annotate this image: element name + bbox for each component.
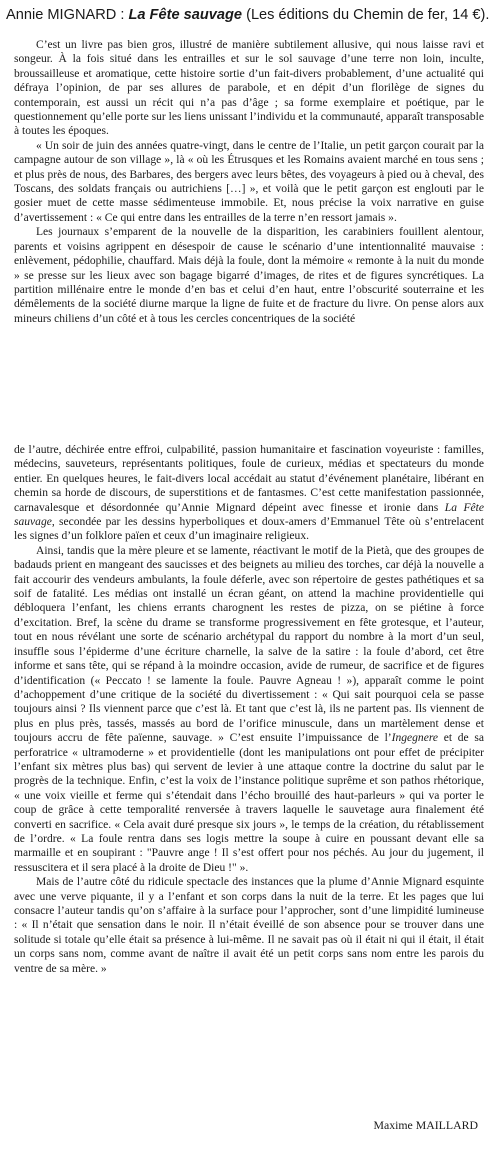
paragraph-1: C’est un livre pas bien gros, illustré de manière subtilement allusive, qui nous laisse ravi et songeur. À la fois situé dans les entrailles et sur le sol sauvage d’une terre non loin, inculte, broussailleuse et aromatique, cette histoire sortie d’un fait-divers probablement, d’une actualité qui défraya l’opinion, de par ses allures de parabole, et en dépit d’un florilège de signes du contemporain, est aussi un récit qui n’a pas d’âge ; sa forme exemplaire et poétique, par le questionnement qu’elle porte sur les liens unissant l’individu et la communauté, apparaît transposable à toutes les époques. (14, 39, 484, 138)
publisher-info: (Les éditions du Chemin de fer, 14 €). (242, 7, 490, 23)
author-signature: Maxime MAILLARD (373, 1118, 478, 1132)
paragraph-2: « Un soir de juin des années quatre-vingt, dans le centre de l’Italie, un petit garçon courait par la campagne autour de son village », là « où les Étrusques et les Romains avaient marché en tous sens ; et plus près de nous, des Barbares, des bergers avec leurs bêtes, des voyageurs à pied ou à cheval, des Toscans, des soldats français ou autrichiens […] », et voilà que le petit garçon est englouti par le gosier muet de cette masse sédimenteuse immobile. Et, nous précise la voix narrative en guise d’avertissement : « Ce qui entre dans les entrailles de la terre n’en ressort jamais ». (14, 139, 484, 224)
paragraph-3a: Les journaux s’emparent de la nouvelle de la disparition, les carabiniers fouillent alentour, parents et voisins agrippent en désespoir de cause le scénario d’une intentionnalité mauvaise : enlèvement, pédophilie, chauffard. Mais déjà la foule, dont la mémoire « remonte à la nuit du monde » se presse sur les lieux avec son bagage bigarré d’images, de rites et de figures syncrétiques. La partition millénaire entre le monde d’en bas et celui d’en haut, entre l’obscurité souterraine et les démêlements de la société diurne marque la ligne de fuite et de fracture du livre. On pense alors aux mineurs chiliens d’un côté et à tous les cercles concentriques de la société (14, 226, 484, 325)
paragraph-4-ingegnere: Ingegnere (391, 732, 439, 745)
book-author: Annie MIGNARD (6, 7, 117, 23)
paragraph-4-text-1: Ainsi, tandis que la mère pleure et se lamente, réactivant le motif de la Pietà, que des groupes de badauds prient en mangeant des saucisses et des beignets au milieu des torches, car déjà la nouvelle a fait accourir des vendeurs ambulants, la foule déferle, avec son répertoire de gestes pathétiques et sa soif de fatalité. Les médias ont installé un écran géant, on attend la machine providentielle qui débloquera l’enfant, les chiens errants charognent les restes de pizza, on se piétine à force d’excitation. Bref, la scène du drame se transforme progressivement en fête grotesque, et l’auteur, tout en nous révélant une sorte de scénario archétypal du rapport du nombre à la mort d’un seul, insuffle sous l’épiderme d’une écriture charnelle, la salve de la satire : la foule d’abord, cet être informe et sans tête, qui se répand à la moindre occasion, avide de rumeur, de sacrifice et de figures d’identification (« Peccato ! se lamente la foule. Pauvre Agneau ! »), apparaît comme le point d’achoppement d’une critique de la société du divertissement : « Qui sait pourquoi cela se passe toujours ainsi ? Ils viennent parce que c’est là. Et tant que c’est là, ils ne partent pas. Ils viennent de plus en plus près, tassés, massés au bord de l’orifice minuscule, dans un martèlement dense et toujours accru de fête païenne, sauvage. » C’est ensuite l’impuissance de l’ (14, 544, 484, 745)
paragraph-3b-text-2: , secondée par les dessins hyperboliques et doux-amers d’Emmanuel Tête où s’entrelacent les signes d’un folklore païen et ceux d’un imaginaire religieux. (14, 516, 484, 543)
paragraph-3b (14, 443, 484, 544)
paragraph-4-text-2: et de sa perforatrice « ultramoderne » et providentielle (dont les manipulations ont pour effet de précipiter l’enfant six mètres plus bas) qui servent de levier à une attaque contre la doctrine du salut par le progrès de la technique. Enfin, c’est la voix de l’instance politique suprême et son pathos rhétorique, « une voix vieille et ferme qui s’étendait dans l’écho brouillé des haut-parleurs » qui va porter le coup de grâce à cette temporalité renversée à travers laquelle le sauvetage aura finalement été converti en sacrifice. « Cela avait duré presque six jours », le temps de la création, du rétablissement de l’ordre. « La foule rentra dans ses logis mettre la soupe à cuire en poussant devant elle sa marmaille et en soupirant : "Pauvre ange ! Il s’est offert pour nos péchés. Au jour du jugement, il ressuscitera et il sera placé à la droite de Dieu !" ». (14, 732, 485, 874)
paragraph-4 (14, 544, 484, 875)
paragraph-3b-book-title: La Fête sauvage (14, 501, 485, 529)
paragraph-3b-text-1: de l’autre, déchirée entre effroi, culpabilité, passion humanitaire et fascination voyeuriste : familles, médecins, sauveteurs, représentants politiques, foule de curieux, médias et spectateurs du monde entier. En quelques heures, le fait-divers local accédait au statut d’événement planétaire, libérant en chemin sa horde de discours, de superstitions et de fantasmes. C’est cette manifestation passionnée, carnavalesque et désordonnée qu’Annie Mignard dépeint avec finesse et ironie dans (14, 444, 484, 514)
paragraph-5: Mais de l’autre côté du ridicule spectacle des instances que la plume d’Annie Mignard esquinte avec une verve piquante, il y a l’enfant et son corps dans la nuit de la terre. Et les pages que lui consacre l’auteur tandis qu’on s’affaire à la surface pour l’approcher, sont d’une limpidité lumineuse : « Il n’était que sensation dans le noir. Il n’était éveillé de son absence pour se trouver dans une solitude si totale qu’elle était sa présence à lui-même. Il ne savait pas où il était ni qui il était, il était un corps sans nom, comme avant de naître il avait été un petit corps sans nom entre les parois du ventre de sa mère. » (14, 876, 484, 975)
header-colon: : (116, 7, 129, 23)
article-column-lower (14, 443, 484, 976)
article-column-upper (14, 38, 484, 326)
review-header (6, 6, 496, 24)
book-title: La Fête sauvage (128, 7, 243, 23)
